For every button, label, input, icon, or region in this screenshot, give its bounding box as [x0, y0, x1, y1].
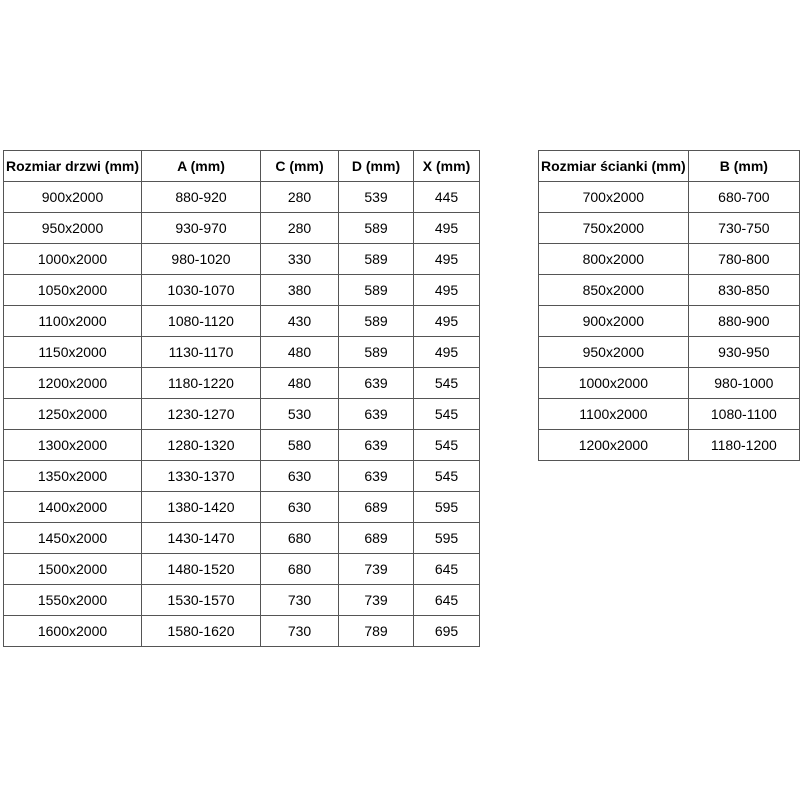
table-cell: 750x2000	[539, 213, 689, 244]
table-row	[539, 399, 800, 430]
table-cell: 680	[261, 523, 339, 554]
column-header: B (mm)	[688, 151, 799, 182]
table-cell: 645	[414, 585, 480, 616]
table-row	[539, 244, 800, 275]
header-row	[539, 151, 800, 182]
table-cell: 1180-1200	[688, 430, 799, 461]
table-row	[539, 306, 800, 337]
table-cell: 789	[339, 616, 414, 647]
column-header: Rozmiar ścianki (mm)	[539, 151, 689, 182]
table-cell: 280	[261, 213, 339, 244]
table-cell: 980-1020	[142, 244, 261, 275]
table-row	[4, 337, 480, 368]
table-cell: 639	[339, 461, 414, 492]
table-cell: 739	[339, 554, 414, 585]
table-cell: 480	[261, 368, 339, 399]
table-cell: 1180-1220	[142, 368, 261, 399]
table-cell: 530	[261, 399, 339, 430]
table-cell: 1300x2000	[4, 430, 142, 461]
column-header: X (mm)	[414, 151, 480, 182]
table-cell: 1450x2000	[4, 523, 142, 554]
table-row	[539, 182, 800, 213]
table-cell: 495	[414, 306, 480, 337]
table-cell: 730	[261, 616, 339, 647]
table-cell: 950x2000	[4, 213, 142, 244]
table-cell: 1000x2000	[539, 368, 689, 399]
table-cell: 1330-1370	[142, 461, 261, 492]
table-cell: 589	[339, 275, 414, 306]
table-row	[4, 306, 480, 337]
table-cell: 1550x2000	[4, 585, 142, 616]
column-header: D (mm)	[339, 151, 414, 182]
column-header: Rozmiar drzwi (mm)	[4, 151, 142, 182]
table-cell: 1380-1420	[142, 492, 261, 523]
table-cell: 630	[261, 461, 339, 492]
table-cell: 880-900	[688, 306, 799, 337]
table-cell: 1000x2000	[4, 244, 142, 275]
table-cell: 950x2000	[539, 337, 689, 368]
table-cell: 700x2000	[539, 182, 689, 213]
table-cell: 445	[414, 182, 480, 213]
table-cell: 545	[414, 430, 480, 461]
table-cell: 730-750	[688, 213, 799, 244]
table-row	[4, 616, 480, 647]
table-cell: 1130-1170	[142, 337, 261, 368]
table-cell: 1280-1320	[142, 430, 261, 461]
door-dimensions-table	[3, 150, 480, 647]
table-row	[539, 337, 800, 368]
wall-panel-dimensions-table	[538, 150, 800, 461]
table-row	[4, 523, 480, 554]
table-cell: 1350x2000	[4, 461, 142, 492]
table-row	[539, 368, 800, 399]
table-row	[539, 430, 800, 461]
table-cell: 595	[414, 523, 480, 554]
table-cell: 689	[339, 492, 414, 523]
table-cell: 589	[339, 337, 414, 368]
table-row	[4, 430, 480, 461]
table-cell: 589	[339, 244, 414, 275]
table-cell: 695	[414, 616, 480, 647]
table-cell: 850x2000	[539, 275, 689, 306]
table-cell: 930-950	[688, 337, 799, 368]
table-cell: 900x2000	[539, 306, 689, 337]
table-cell: 1250x2000	[4, 399, 142, 430]
table-cell: 800x2000	[539, 244, 689, 275]
table-cell: 545	[414, 399, 480, 430]
table-cell: 495	[414, 244, 480, 275]
table-cell: 330	[261, 244, 339, 275]
table-row	[4, 182, 480, 213]
table-cell: 1030-1070	[142, 275, 261, 306]
column-header: A (mm)	[142, 151, 261, 182]
table-row	[4, 585, 480, 616]
table-row	[4, 461, 480, 492]
column-header: C (mm)	[261, 151, 339, 182]
table-cell: 630	[261, 492, 339, 523]
table-cell: 645	[414, 554, 480, 585]
table-cell: 900x2000	[4, 182, 142, 213]
table-cell: 589	[339, 213, 414, 244]
table-row	[4, 368, 480, 399]
table-cell: 595	[414, 492, 480, 523]
table-row	[4, 399, 480, 430]
table-row	[4, 213, 480, 244]
table-cell: 589	[339, 306, 414, 337]
table-cell: 680	[261, 554, 339, 585]
table-cell: 689	[339, 523, 414, 554]
table-cell: 680-700	[688, 182, 799, 213]
table-row	[539, 213, 800, 244]
table-cell: 495	[414, 337, 480, 368]
table-row	[4, 492, 480, 523]
table-cell: 1580-1620	[142, 616, 261, 647]
table-cell: 880-920	[142, 182, 261, 213]
table-cell: 1100x2000	[539, 399, 689, 430]
table-cell: 539	[339, 182, 414, 213]
table-cell: 1230-1270	[142, 399, 261, 430]
table-cell: 1200x2000	[539, 430, 689, 461]
table-cell: 1480-1520	[142, 554, 261, 585]
table-cell: 1500x2000	[4, 554, 142, 585]
table-row	[4, 275, 480, 306]
table-cell: 639	[339, 430, 414, 461]
table-cell: 930-970	[142, 213, 261, 244]
header-row	[4, 151, 480, 182]
table-cell: 280	[261, 182, 339, 213]
table-row	[4, 244, 480, 275]
table-cell: 545	[414, 368, 480, 399]
table-cell: 1530-1570	[142, 585, 261, 616]
table-cell: 1080-1120	[142, 306, 261, 337]
table-cell: 1150x2000	[4, 337, 142, 368]
table-cell: 639	[339, 368, 414, 399]
table-cell: 1400x2000	[4, 492, 142, 523]
table-cell: 1100x2000	[4, 306, 142, 337]
table-cell: 1050x2000	[4, 275, 142, 306]
table-cell: 739	[339, 585, 414, 616]
table-cell: 580	[261, 430, 339, 461]
table-cell: 1080-1100	[688, 399, 799, 430]
table-cell: 980-1000	[688, 368, 799, 399]
table-cell: 495	[414, 275, 480, 306]
table-cell: 830-850	[688, 275, 799, 306]
table-cell: 780-800	[688, 244, 799, 275]
table-cell: 730	[261, 585, 339, 616]
table-row	[4, 554, 480, 585]
table-cell: 380	[261, 275, 339, 306]
table-cell: 1430-1470	[142, 523, 261, 554]
table-cell: 639	[339, 399, 414, 430]
table-cell: 480	[261, 337, 339, 368]
table-cell: 1200x2000	[4, 368, 142, 399]
table-row	[539, 275, 800, 306]
table-cell: 545	[414, 461, 480, 492]
table-cell: 1600x2000	[4, 616, 142, 647]
table-cell: 495	[414, 213, 480, 244]
table-cell: 430	[261, 306, 339, 337]
